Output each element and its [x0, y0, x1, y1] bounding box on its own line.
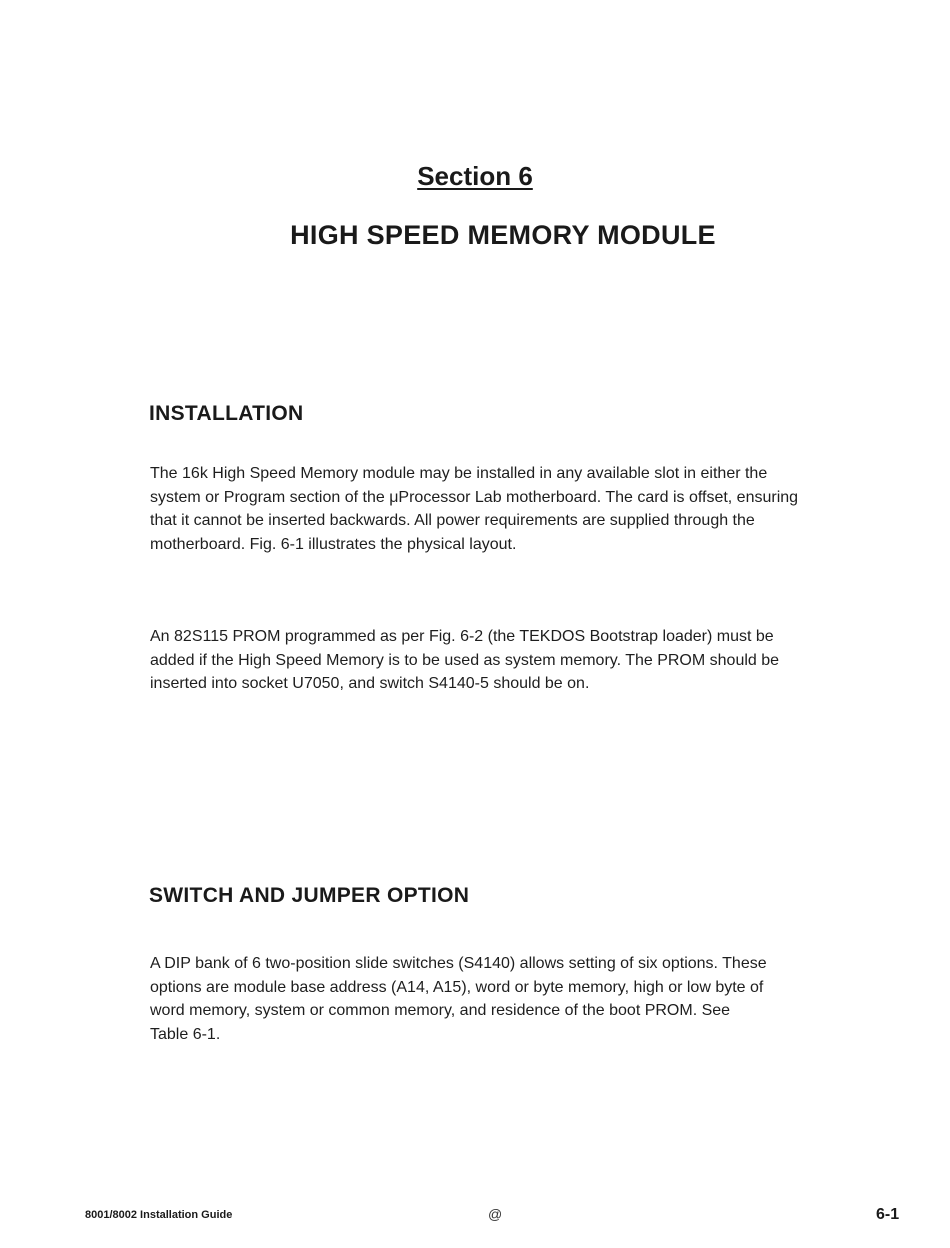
switch-jumper-heading: SWITCH AND JUMPER OPTION: [149, 884, 470, 907]
installation-paragraph-1: [150, 462, 850, 556]
installation-heading: INSTALLATION: [149, 402, 304, 425]
text-line: options are module base address (A14, A15), word or byte memory, high or low byte of: [150, 978, 764, 996]
switch-jumper-paragraph: [150, 952, 850, 1046]
installation-paragraph-2: [150, 625, 850, 696]
text-line: added if the High Speed Memory is to be used as system memory. The PROM should be: [150, 651, 780, 669]
text-line: The 16k High Speed Memory module may be installed in any available slot in either the: [150, 465, 768, 482]
text-line: Table 6-1.: [150, 1025, 221, 1043]
text-line: An 82S115 PROM programmed as per Fig. 6-2 (the TEKDOS Bootstrap loader) must be: [150, 628, 774, 645]
footer-document-title: 8001/8002 Installation Guide: [85, 1209, 233, 1221]
text-line: motherboard. Fig. 6-1 illustrates the physical layout.: [150, 535, 517, 553]
section-title: HIGH SPEED MEMORY MODULE: [290, 220, 716, 250]
page-number: 6-1: [876, 1206, 900, 1223]
text-line: word memory, system or common memory, and residence of the boot PROM. See: [150, 1002, 731, 1019]
text-line: A DIP bank of 6 two-position slide switches (S4140) allows setting of six options. These: [150, 955, 767, 972]
section-number: Section 6: [417, 161, 533, 191]
text-line: system or Program section of the μProcessor Lab motherboard. The card is offset, ensuring: [150, 488, 799, 506]
text-line: inserted into socket U7050, and switch S4140-5 should be on.: [150, 675, 590, 692]
text-line: that it cannot be inserted backwards. All power requirements are supplied through the: [150, 512, 755, 529]
footer-center-mark: @: [488, 1206, 503, 1222]
